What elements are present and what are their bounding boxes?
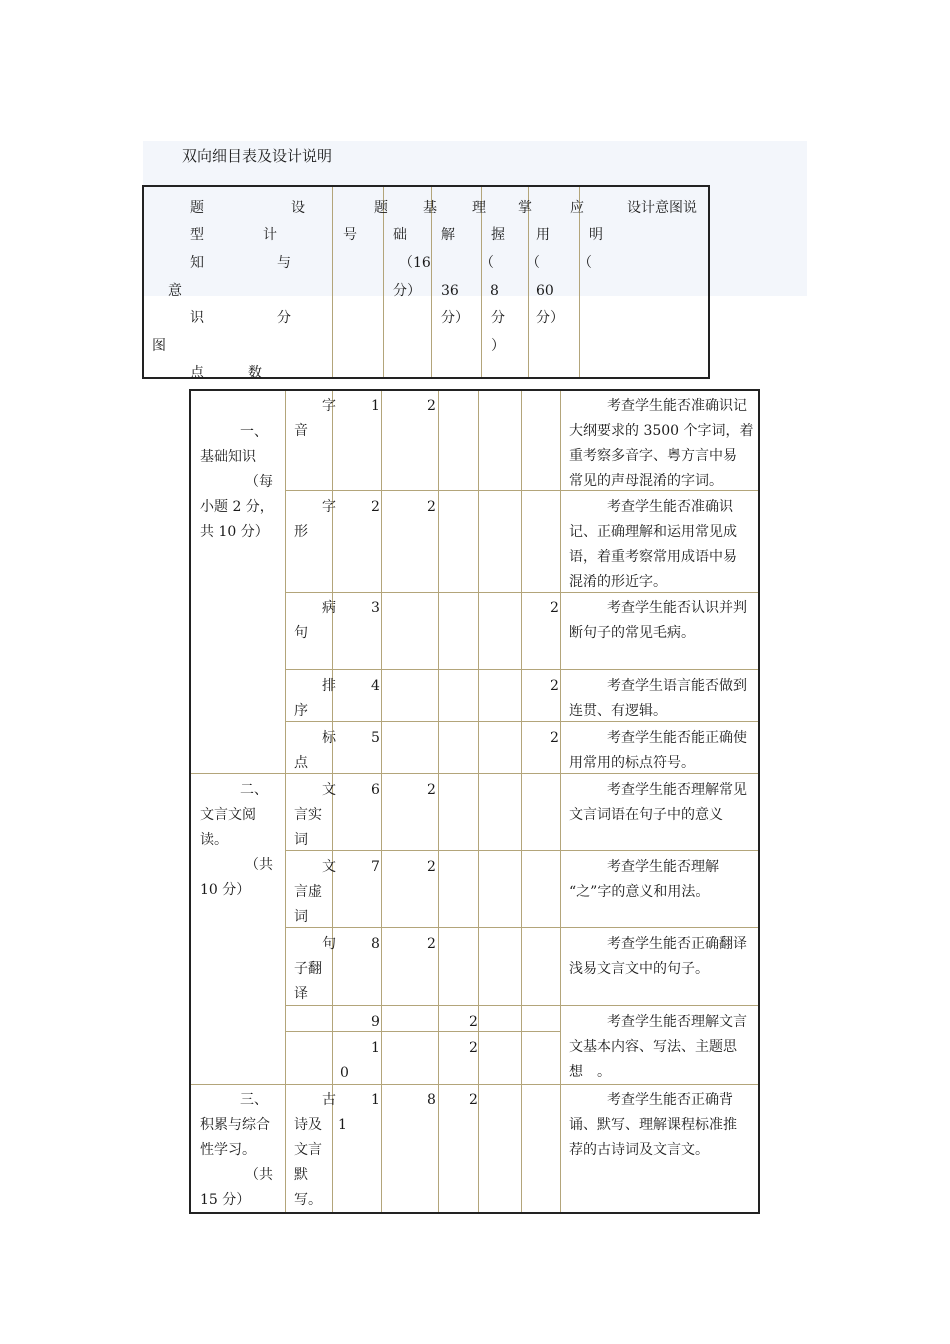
header-label: 础 (393, 227, 407, 243)
design-intent: 浅易文言文中的句子。 (569, 961, 709, 977)
question-type: 词 (294, 832, 308, 848)
header-label: （ (526, 255, 540, 271)
question-type: 诗及 (294, 1117, 322, 1133)
section-label: 文言文阅 (200, 807, 256, 823)
header-label: 设 (291, 200, 305, 216)
section-label: 二、 (240, 782, 268, 798)
header-label: 基 (423, 200, 437, 216)
header-label: 数 (248, 365, 262, 381)
section-label: 基础知识 (200, 449, 256, 465)
question-type: 默 (294, 1167, 308, 1183)
header-label: 图 (152, 338, 166, 354)
section-label: 性学习。 (200, 1142, 256, 1158)
score-value: 2 (427, 499, 436, 515)
question-number: 7 (371, 859, 380, 875)
header-label: ） (491, 338, 505, 354)
header-label: 题 (374, 200, 388, 216)
header-label: 计 (263, 227, 277, 243)
design-intent: 混淆的形近字。 (569, 574, 667, 590)
header-label: 明 (589, 227, 603, 243)
section-label: （共 (245, 1167, 273, 1183)
score-value: 2 (427, 398, 436, 414)
score-value: 2 (469, 1040, 478, 1056)
score-value: 2 (469, 1014, 478, 1030)
question-number: 6 (371, 782, 380, 798)
design-intent: 用常用的标点符号。 (569, 755, 695, 771)
grid-line (285, 391, 286, 1212)
grid-line (521, 391, 522, 1212)
header-label: 60 (536, 283, 554, 299)
design-intent: 考查学生语言能否做到 (607, 678, 747, 694)
grid-line (285, 669, 758, 670)
question-number: 1 (371, 1040, 380, 1056)
header-divider (332, 187, 333, 377)
score-value: 2 (427, 859, 436, 875)
design-intent: 考查学生能否正确背 (607, 1092, 733, 1108)
header-label: 用 (536, 227, 550, 243)
design-intent: 断句子的常见毛病。 (569, 625, 695, 641)
design-intent: “之”字的意义和用法。 (569, 884, 710, 900)
header-label: 分） (441, 310, 469, 326)
score-value: 2 (469, 1092, 478, 1108)
design-intent: 考查学生能否能正确使 (607, 730, 747, 746)
grid-line (478, 391, 479, 1212)
section-label: （共 (245, 857, 273, 873)
design-intent: 重考察多音字、粤方言中易 (569, 448, 737, 464)
question-number: 5 (371, 730, 380, 746)
question-number: 1 (338, 1117, 347, 1133)
question-type: 句 (294, 625, 308, 641)
header-label: 分） (393, 283, 421, 299)
question-type: 排 (322, 678, 336, 694)
design-intent: 考查学生能否理解文言 (607, 1014, 747, 1030)
grid-line (285, 1031, 560, 1032)
design-intent: 文言词语在句子中的意义 (569, 807, 723, 823)
design-intent: 记、正确理解和运用常见成 (569, 524, 737, 540)
header-label: 分 (491, 310, 505, 326)
design-intent: 考查学生能否准确识 (607, 499, 733, 515)
question-type: 句 (322, 936, 336, 952)
question-type: 病 (322, 600, 336, 616)
question-type: 音 (294, 423, 308, 439)
header-label: 识 (190, 310, 204, 326)
header-label: 解 (441, 227, 455, 243)
design-intent: 文基本内容、写法、主题思 (569, 1039, 737, 1055)
design-intent: 大纲要求的 3500 个字词，着 (569, 423, 754, 439)
header-label: （16 (399, 255, 431, 271)
question-type: 言虚 (294, 884, 322, 900)
header-label: 设计意图说 (627, 200, 697, 216)
question-type: 字 (322, 398, 336, 414)
grid-line (560, 391, 561, 1212)
grid-line (285, 721, 758, 722)
header-label: （ (480, 255, 494, 271)
section-label: 读。 (200, 832, 228, 848)
question-type: 序 (294, 703, 308, 719)
section-label: 共 10 分） (200, 524, 269, 540)
design-intent: 考查学生能否理解常见 (607, 782, 747, 798)
header-label: 8 (490, 283, 499, 299)
design-intent: 考查学生能否准确识记 (607, 398, 747, 414)
question-type: 古 (322, 1092, 336, 1108)
design-intent: 想 。 (569, 1064, 611, 1080)
score-value: 2 (427, 782, 436, 798)
question-type: 字 (322, 499, 336, 515)
score-value: 2 (550, 730, 559, 746)
section-label: 积累与综合 (200, 1117, 270, 1133)
header-label: 题 (190, 200, 204, 216)
question-type: 标 (322, 730, 336, 746)
header-label: 型 (190, 227, 204, 243)
header-label: 握 (491, 227, 505, 243)
question-number: 9 (371, 1014, 380, 1030)
section-label: （每 (245, 474, 273, 490)
question-number: 4 (371, 678, 380, 694)
header-label: 号 (343, 227, 357, 243)
section-label: 三、 (240, 1092, 268, 1108)
question-type: 文言 (294, 1142, 322, 1158)
design-intent: 常见的声母混淆的字词。 (569, 473, 723, 489)
section-label: 小题 2 分， (200, 499, 274, 515)
design-intent: 考查学生能否理解 (607, 859, 719, 875)
header-label: 分 (277, 310, 291, 326)
header-label: 掌 (518, 200, 532, 216)
question-type: 词 (294, 909, 308, 925)
header-label: 与 (277, 255, 291, 271)
page-title: 双向细目表及设计说明 (182, 147, 333, 165)
header-label: 点 (190, 365, 204, 381)
design-intent: 语，着重考察常用成语中易 (569, 549, 737, 565)
design-intent: 考查学生能否正确翻译 (607, 936, 747, 952)
score-value: 2 (427, 936, 436, 952)
question-number: 1 (371, 1092, 380, 1108)
question-type: 言实 (294, 807, 322, 823)
design-intent: 考查学生能否认识并判 (607, 600, 747, 616)
question-type: 译 (294, 986, 308, 1002)
question-number: 3 (371, 600, 380, 616)
grid-line (285, 592, 758, 593)
header-label: 理 (472, 200, 486, 216)
grid-line (285, 850, 758, 851)
question-type: 点 (294, 755, 308, 771)
grid-line (381, 391, 382, 1212)
design-intent: 连贯、有逻辑。 (569, 703, 667, 719)
section-label: 15 分） (200, 1192, 251, 1208)
header-label: 意 (168, 283, 182, 299)
header-label: 分） (536, 310, 564, 326)
header-label: 36 (441, 283, 459, 299)
question-number: 8 (371, 936, 380, 952)
question-type: 子翻 (294, 961, 322, 977)
question-type: 文 (322, 859, 336, 875)
header-label: （ (578, 255, 592, 271)
grid-line (438, 391, 439, 1212)
header-label: 知 (190, 255, 204, 271)
header-label: 应 (570, 200, 584, 216)
question-type: 写。 (294, 1192, 322, 1208)
question-number: 0 (340, 1065, 349, 1081)
section-label: 10 分） (200, 882, 251, 898)
grid-line (285, 1005, 758, 1006)
question-number: 1 (371, 398, 380, 414)
design-intent: 诵、默写、理解课程标准推 (569, 1117, 737, 1133)
grid-line (285, 927, 758, 928)
question-type: 文 (322, 782, 336, 798)
score-value: 8 (427, 1092, 436, 1108)
score-value: 2 (550, 678, 559, 694)
score-value: 2 (550, 600, 559, 616)
question-number: 2 (371, 499, 380, 515)
design-intent: 荐的古诗词及文言文。 (569, 1142, 709, 1158)
grid-line (191, 1084, 758, 1085)
section-label: 一、 (240, 424, 268, 440)
question-type: 形 (294, 524, 308, 540)
